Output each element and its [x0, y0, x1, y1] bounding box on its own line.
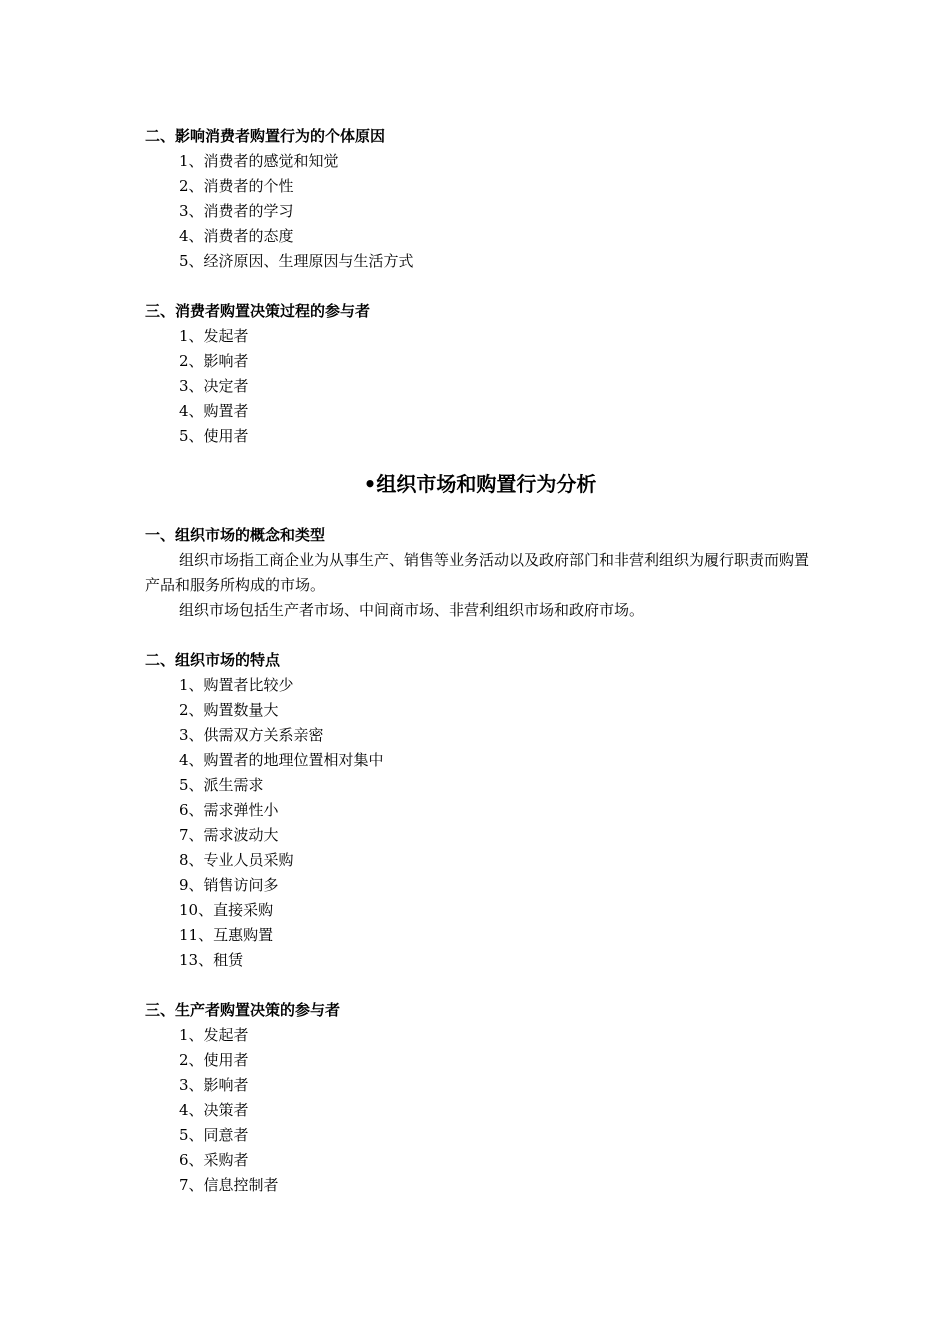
section-individual-factors	[145, 124, 815, 274]
list-item: 1、发起者	[179, 327, 249, 345]
list-item: 5、经济原因、生理原因与生活方式	[179, 252, 414, 270]
paragraph: 组织市场指工商企业为从事生产、销售等业务活动以及政府部门和非营利组织为履行职责而购置产品和服务所构成的市场。	[145, 551, 810, 594]
section-heading: 二、组织市场的特点	[145, 651, 281, 669]
list-item: 4、消费者的态度	[179, 227, 294, 245]
list-item: 5、使用者	[179, 427, 249, 445]
list-item: 2、影响者	[179, 352, 249, 370]
list-item: 2、消费者的个性	[179, 177, 294, 195]
list-item: 7、需求波动大	[179, 826, 279, 844]
section-producer-participants	[145, 998, 815, 1198]
list-item: 11、互惠购置	[179, 926, 274, 944]
list-item: 13、租赁	[179, 951, 244, 969]
list-item: 2、购置数量大	[179, 701, 279, 719]
section-heading: 二、影响消费者购置行为的个体原因	[145, 127, 386, 145]
list-item: 7、信息控制者	[179, 1176, 279, 1194]
list-item: 3、消费者的学习	[179, 202, 294, 220]
section-heading: 三、生产者购置决策的参与者	[145, 1001, 341, 1019]
list-item: 8、专业人员采购	[179, 851, 294, 869]
chapter-title: •组织市场和购置行为分析	[363, 472, 597, 496]
list-item: 2、使用者	[179, 1051, 249, 1069]
list-item: 4、购置者的地理位置相对集中	[179, 751, 384, 769]
list-item: 6、需求弹性小	[179, 801, 279, 819]
section-heading: 三、消费者购置决策过程的参与者	[145, 302, 371, 320]
paragraph: 组织市场包括生产者市场、中间商市场、非营利组织市场和政府市场。	[179, 601, 645, 619]
spacer	[145, 623, 815, 648]
list-item: 3、决定者	[179, 377, 249, 395]
list-item: 9、销售访问多	[179, 876, 279, 894]
list-item: 3、影响者	[179, 1076, 249, 1094]
list-item: 4、决策者	[179, 1101, 249, 1119]
list-item: 5、同意者	[179, 1126, 249, 1144]
list-item: 1、消费者的感觉和知觉	[179, 152, 339, 170]
document-page	[145, 124, 815, 1198]
spacer	[145, 274, 815, 299]
section-heading: 一、组织市场的概念和类型	[145, 526, 326, 544]
section-decision-participants	[145, 299, 815, 449]
list-item: 3、供需双方关系亲密	[179, 726, 324, 744]
list-item: 5、派生需求	[179, 776, 264, 794]
list-item: 6、采购者	[179, 1151, 249, 1169]
section-org-market-concept	[145, 523, 815, 623]
section-org-market-features	[145, 648, 815, 973]
list-item: 1、发起者	[179, 1026, 249, 1044]
list-item: 1、购置者比较少	[179, 676, 294, 694]
list-item: 4、购置者	[179, 402, 249, 420]
list-item: 10、直接采购	[179, 901, 274, 919]
spacer	[145, 973, 815, 998]
